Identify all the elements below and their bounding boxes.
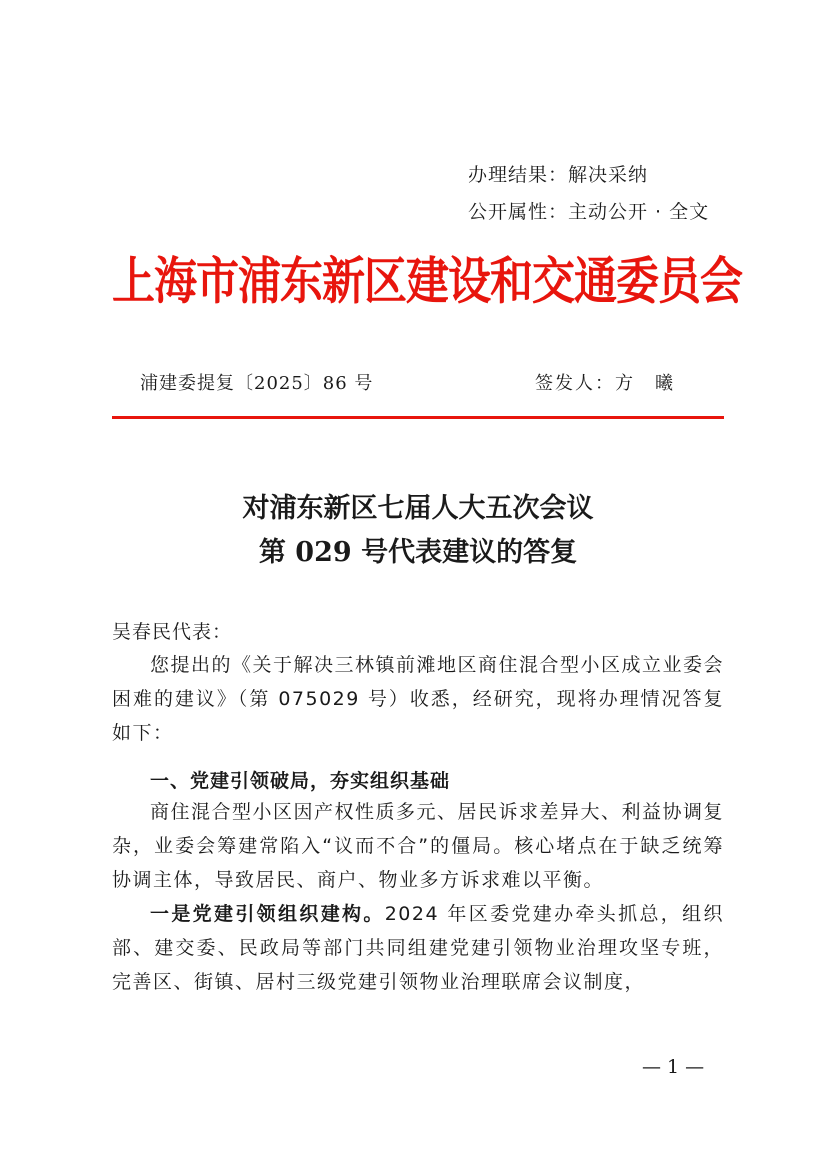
intro-paragraph: 您提出的《关于解决三林镇前滩地区商住混合型小区成立业委会困难的建议》（第 075029 号）收悉，经研究，现将办理情况答复如下： [112, 654, 725, 744]
document-number: 浦建委提复〔2025〕86 号 [140, 373, 374, 394]
handling-result: 办理结果：解决采纳 [468, 164, 649, 186]
signer: 签发人：方 曦 [535, 373, 675, 394]
paragraph-text: 2024 年区委党建办牵头抓总，组织部、建交委、民政局等部门共同组建党建引领物业治理攻坚专班，完善区、街镇、居村三级党建引领物业治理联席会议制度， [112, 903, 724, 993]
red-divider-line [112, 416, 724, 419]
section-heading-1: 一、党建引领破局，夯实组织基础 [150, 770, 451, 792]
section1-paragraph1: 商住混合型小区因产权性质多元、居民诉求差异大、利益协调复杂，业委会筹建常陷入“议而不合”的僵局。核心堵点在于缺乏统筹协调主体，导致居民、商户、物业多方诉求难以平衡。 [112, 801, 725, 891]
disclosure-attribute: 公开属性：主动公开 · 全文 [468, 201, 710, 223]
page-number: — 1 — [642, 1056, 705, 1078]
document-title-line2: 第 029 号代表建议的答复 [258, 537, 578, 568]
section1-paragraph2 [112, 897, 724, 999]
organization-header: 上海市浦东新区建设和交通委员会 [112, 252, 742, 312]
paragraph-lead-phrase: 一是党建引领组织建构。 [150, 903, 385, 925]
document-title-line1: 对浦东新区七届人大五次会议 [242, 493, 594, 524]
salutation: 吴春民代表： [112, 621, 233, 643]
